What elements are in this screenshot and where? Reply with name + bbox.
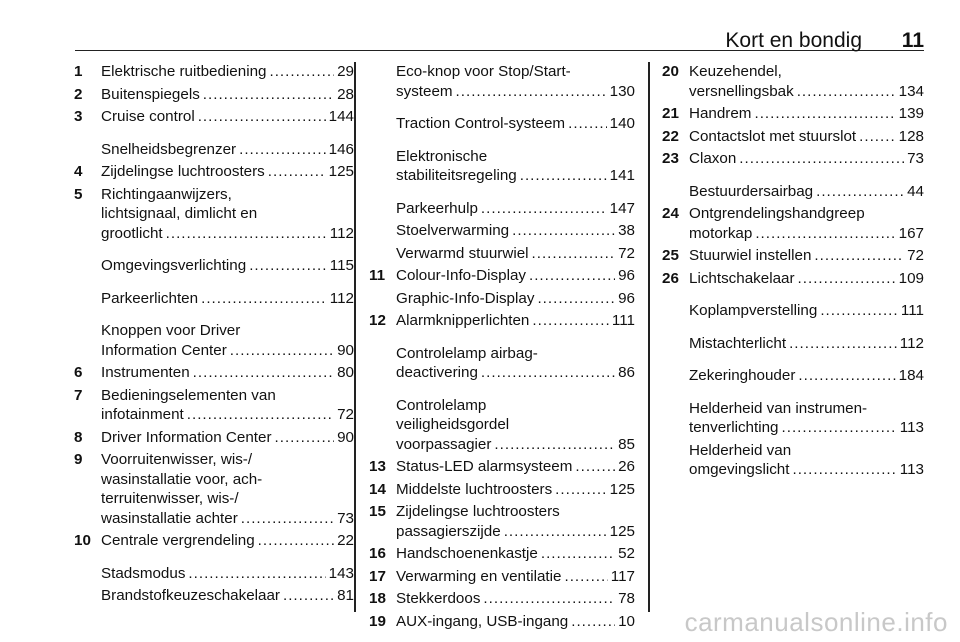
leader-dots [203, 85, 334, 105]
page-reference[interactable]: 73 [337, 509, 354, 527]
entry-label: Parkeerhulp [396, 199, 478, 217]
page-reference[interactable]: 113 [899, 419, 924, 436]
index-entry[interactable] [662, 301, 924, 321]
callout-number: 21 [662, 105, 679, 122]
page-reference[interactable]: 90 [337, 428, 354, 446]
page-reference[interactable]: 125 [328, 163, 354, 180]
page-reference[interactable]: 85 [618, 435, 635, 453]
leader-dots [494, 435, 615, 455]
callout-number: 22 [662, 127, 679, 145]
page-reference[interactable]: 113 [899, 461, 924, 478]
entry-label: Graphic-Info-Display [396, 289, 535, 307]
callout-number: 3 [74, 108, 83, 125]
index-entry[interactable] [74, 363, 354, 383]
leader-dots [520, 166, 607, 186]
entry-label: veiligheidsgordel [396, 416, 510, 433]
column-divider [354, 62, 356, 612]
entry-label: Controlelamp [396, 396, 487, 414]
callout-number: 9 [74, 451, 83, 468]
entry-label: Contactslot met stuurslot [689, 127, 857, 145]
page-reference[interactable]: 115 [329, 257, 354, 274]
index-entry[interactable] [662, 246, 924, 266]
leader-dots [555, 480, 606, 500]
callout-number: 10 [74, 532, 91, 549]
index-entry[interactable] [662, 399, 924, 438]
index-entry[interactable] [369, 311, 635, 331]
entry-label: Elektronische [396, 147, 488, 165]
index-column-1 [74, 62, 354, 609]
column-divider [648, 62, 650, 612]
callout-number: 19 [369, 612, 386, 630]
page-reference[interactable]: 78 [618, 590, 635, 607]
page-reference[interactable]: 167 [898, 224, 924, 242]
entry-label: Controlelamp airbag- [396, 344, 538, 362]
index-entry[interactable] [369, 114, 635, 134]
entry-label: Zijdelingse luchtroosters [396, 503, 560, 520]
page-reference[interactable]: 10 [618, 612, 635, 630]
callout-number: 2 [74, 85, 83, 103]
page-reference[interactable]: 130 [609, 82, 635, 100]
entry-label: terruitenwisser, wis-/ [101, 490, 239, 507]
index-entry[interactable] [74, 289, 354, 309]
entry-label: grootlicht [101, 224, 163, 242]
leader-dots [230, 341, 334, 361]
index-entry[interactable] [74, 564, 354, 584]
entry-label: Helderheid van [689, 441, 792, 459]
leader-dots [198, 107, 326, 127]
page-reference[interactable]: 26 [618, 458, 635, 475]
entry-label: Richtingaanwijzers, [101, 185, 232, 203]
page-reference[interactable]: 134 [898, 82, 924, 100]
index-entry[interactable] [662, 366, 924, 386]
entry-label: Verwarming en ventilatie [396, 567, 562, 585]
leader-dots [188, 564, 325, 584]
entry-label: AUX-ingang, USB-ingang [396, 612, 569, 630]
entry-label: Mistachterlicht [689, 334, 787, 352]
page-reference[interactable]: 96 [618, 289, 635, 307]
callout-number: 12 [369, 312, 386, 329]
index-entry[interactable] [662, 182, 924, 202]
entry-label: Brandstofkeuzeschakelaar [101, 587, 280, 604]
callout-number: 1 [74, 63, 83, 80]
entry-label: Centrale vergrendeling [101, 532, 255, 549]
leader-dots [239, 140, 326, 160]
entry-label: Bestuurdersairbag [689, 182, 814, 200]
callout-number: 8 [74, 428, 83, 446]
leader-dots [816, 182, 904, 202]
watermark: carmanualsonline.info [684, 607, 948, 637]
entry-label: wasinstallatie achter [101, 509, 238, 527]
entry-label: motorkap [689, 224, 753, 242]
entry-label: Zekeringhouder [689, 367, 796, 384]
page-reference[interactable]: 111 [900, 302, 924, 319]
entry-label: Cruise control [101, 108, 195, 125]
callout-number: 24 [662, 205, 679, 222]
leader-dots [532, 311, 609, 331]
leader-dots [532, 244, 616, 264]
index-entry[interactable] [369, 147, 635, 186]
leader-dots [187, 405, 334, 425]
entry-label: Middelste luchtroosters [396, 480, 553, 498]
index-entry[interactable] [74, 531, 354, 551]
entry-label: wasinstallatie voor, ach- [101, 470, 263, 488]
index-entry[interactable] [369, 612, 635, 632]
leader-dots [859, 127, 896, 147]
callout-number: 11 [369, 267, 386, 284]
entry-label: Buitenspiegels [101, 85, 200, 103]
page-reference[interactable]: 125 [609, 522, 635, 540]
entry-label: Information Center [101, 341, 227, 359]
page-reference[interactable]: 140 [609, 115, 635, 132]
callout-number: 17 [369, 567, 386, 585]
page-reference[interactable]: 109 [898, 269, 924, 287]
page-reference[interactable]: 143 [328, 564, 354, 582]
index-entry[interactable] [369, 244, 635, 264]
leader-dots [481, 363, 615, 383]
index-entry[interactable] [74, 256, 354, 276]
entry-label: lichtsignaal, dimlicht en [101, 205, 258, 222]
leader-dots [568, 114, 607, 134]
entry-label: Traction Control-systeem [396, 115, 566, 132]
page-reference[interactable]: 80 [337, 364, 354, 381]
leader-dots [258, 531, 334, 551]
leader-dots [269, 62, 334, 82]
leader-dots [541, 544, 615, 564]
entry-label: Stekkerdoos [396, 590, 481, 607]
index-entry[interactable] [369, 221, 635, 241]
leader-dots [798, 366, 895, 386]
leader-dots [529, 266, 615, 286]
entry-label: deactivering [396, 364, 478, 381]
leader-dots [575, 457, 615, 477]
index-column-3 [662, 62, 924, 483]
page-reference[interactable]: 146 [328, 140, 354, 158]
entry-label: Helderheid van instrumen- [689, 399, 868, 417]
leader-dots [537, 289, 615, 309]
entry-label: tenverlichting [689, 419, 779, 436]
index-entry[interactable] [369, 457, 635, 477]
page-reference[interactable]: 128 [898, 127, 924, 145]
entry-label: Handrem [689, 105, 752, 122]
index-entry[interactable] [662, 127, 924, 147]
entry-label: Voorruitenwisser, wis-/ [101, 451, 253, 468]
page-reference[interactable]: 117 [610, 567, 635, 585]
entry-label: Instrumenten [101, 364, 190, 381]
leader-dots [504, 522, 607, 542]
entry-label: Colour-Info-Display [396, 267, 526, 284]
index-entry[interactable] [74, 62, 354, 82]
entry-label: Knoppen voor Driver [101, 322, 241, 339]
index-entry[interactable] [74, 185, 354, 244]
page-reference[interactable]: 147 [609, 199, 635, 217]
leader-dots [481, 199, 607, 219]
index-entry[interactable] [74, 321, 354, 360]
page-reference[interactable]: 90 [337, 341, 354, 359]
index-entry[interactable] [369, 344, 635, 383]
entry-label: Status-LED alarmsysteem [396, 458, 573, 475]
entry-label: Keuzehendel, [689, 63, 782, 80]
leader-dots [275, 428, 335, 448]
index-entry[interactable] [369, 62, 635, 101]
index-entry[interactable] [662, 149, 924, 169]
page-reference[interactable]: 22 [337, 532, 354, 549]
page-reference[interactable]: 112 [899, 334, 924, 352]
entry-label: Alarmknipperlichten [396, 312, 530, 329]
callout-number: 16 [369, 545, 386, 562]
index-entry[interactable] [369, 199, 635, 219]
entry-label: Verwarmd stuurwiel [396, 244, 529, 262]
page-title: Kort en bondig [725, 29, 862, 52]
leader-dots [241, 509, 334, 529]
index-entry[interactable] [74, 162, 354, 182]
leader-dots [166, 224, 327, 244]
page-reference[interactable]: 144 [328, 108, 354, 125]
index-entry[interactable] [369, 289, 635, 309]
page-reference[interactable]: 38 [618, 222, 635, 239]
index-entry[interactable] [369, 396, 635, 455]
callout-number: 25 [662, 247, 679, 264]
index-entry[interactable] [369, 502, 635, 541]
entry-label: infotainment [101, 406, 184, 423]
index-entry[interactable] [662, 62, 924, 101]
entry-label: Omgevingsverlichting [101, 257, 247, 274]
callout-number: 6 [74, 364, 83, 381]
entry-label: Elektrische ruitbediening [101, 63, 267, 80]
index-column-2 [369, 62, 635, 634]
leader-dots [814, 246, 904, 266]
index-entry[interactable] [662, 334, 924, 354]
index-entry[interactable] [74, 85, 354, 105]
leader-dots [249, 256, 327, 276]
leader-dots [193, 363, 334, 383]
index-entry[interactable] [369, 567, 635, 587]
entry-label: systeem [396, 82, 453, 100]
entry-label: Stadsmodus [101, 564, 186, 582]
entry-label: Driver Information Center [101, 428, 272, 446]
entry-label: Zijdelingse luchtroosters [101, 163, 265, 180]
entry-label: Stoelverwarming [396, 222, 510, 239]
callout-number: 13 [369, 458, 386, 475]
page-reference[interactable]: 139 [898, 105, 924, 122]
leader-dots [201, 289, 327, 309]
entry-label: Stuurwiel instellen [689, 247, 812, 264]
index-entry[interactable] [74, 586, 354, 606]
callout-number: 14 [369, 480, 386, 498]
entry-label: Ontgrendelingshandgreep [689, 205, 865, 222]
entry-label: Snelheidsbegrenzer [101, 140, 237, 158]
leader-dots [789, 334, 897, 354]
entry-label: Lichtschakelaar [689, 269, 795, 287]
entry-label: Koplampverstelling [689, 302, 818, 319]
callout-number: 5 [74, 185, 83, 203]
page-reference[interactable]: 125 [609, 480, 635, 498]
page-reference[interactable]: 52 [618, 545, 635, 562]
entry-label: omgevingslicht [689, 461, 790, 478]
index-entry[interactable] [662, 204, 924, 243]
leader-dots [754, 104, 895, 124]
callout-number: 7 [74, 386, 83, 404]
leader-dots [792, 460, 896, 480]
index-entry[interactable] [369, 480, 635, 500]
leader-dots [571, 612, 615, 632]
entry-label: Eco-knop voor Stop/Start- [396, 63, 571, 80]
page-header [75, 24, 924, 51]
leader-dots [820, 301, 898, 321]
index-entry[interactable] [74, 107, 354, 127]
leader-dots [268, 162, 326, 182]
page-reference[interactable]: 28 [337, 85, 354, 103]
page-reference[interactable]: 112 [329, 224, 354, 242]
callout-number: 18 [369, 590, 386, 607]
page-reference[interactable]: 81 [337, 587, 354, 604]
index-entry[interactable] [369, 544, 635, 564]
leader-dots [483, 589, 615, 609]
index-entry[interactable] [74, 450, 354, 528]
page-reference[interactable]: 86 [618, 364, 635, 381]
entry-label: Claxon [689, 150, 737, 167]
page-reference[interactable]: 111 [611, 312, 635, 329]
entry-label: Handschoenenkastje [396, 545, 538, 562]
leader-dots [739, 149, 904, 169]
page-reference[interactable]: 73 [907, 150, 924, 167]
page-reference[interactable]: 29 [337, 63, 354, 80]
index-entry[interactable] [369, 589, 635, 609]
callout-number: 26 [662, 269, 679, 287]
page-reference[interactable]: 72 [907, 247, 924, 264]
entry-label: Parkeerlichten [101, 289, 199, 307]
index-entry[interactable] [369, 266, 635, 286]
page-reference[interactable]: 44 [907, 182, 924, 200]
index-entry[interactable] [662, 441, 924, 480]
leader-dots [456, 82, 607, 102]
page-reference[interactable]: 112 [329, 289, 354, 307]
page-number: 11 [901, 29, 924, 52]
entry-label: stabiliteitsregeling [396, 167, 517, 184]
page-reference[interactable]: 141 [609, 167, 635, 184]
entry-label: versnellingsbak [689, 82, 794, 100]
entry-label: passagierszijde [396, 522, 501, 540]
index-entry[interactable] [74, 140, 354, 160]
page-reference[interactable]: 96 [618, 267, 635, 284]
leader-dots [755, 224, 895, 244]
callout-number: 20 [662, 63, 679, 80]
entry-label: Bedieningselementen van [101, 386, 276, 404]
callout-number: 4 [74, 163, 83, 180]
leader-dots [512, 221, 615, 241]
page-reference[interactable]: 72 [618, 244, 635, 262]
leader-dots [798, 269, 896, 289]
index-entry[interactable] [662, 269, 924, 289]
index-entry[interactable] [662, 104, 924, 124]
leader-dots [797, 82, 896, 102]
leader-dots [782, 418, 897, 438]
leader-dots [283, 586, 334, 606]
page-reference[interactable]: 72 [337, 406, 354, 423]
index-entry[interactable] [74, 428, 354, 448]
callout-number: 23 [662, 150, 679, 167]
entry-label: voorpassagier [396, 435, 492, 453]
callout-number: 15 [369, 503, 386, 520]
index-entry[interactable] [74, 386, 354, 425]
page-reference[interactable]: 184 [898, 367, 924, 384]
leader-dots [564, 567, 607, 587]
